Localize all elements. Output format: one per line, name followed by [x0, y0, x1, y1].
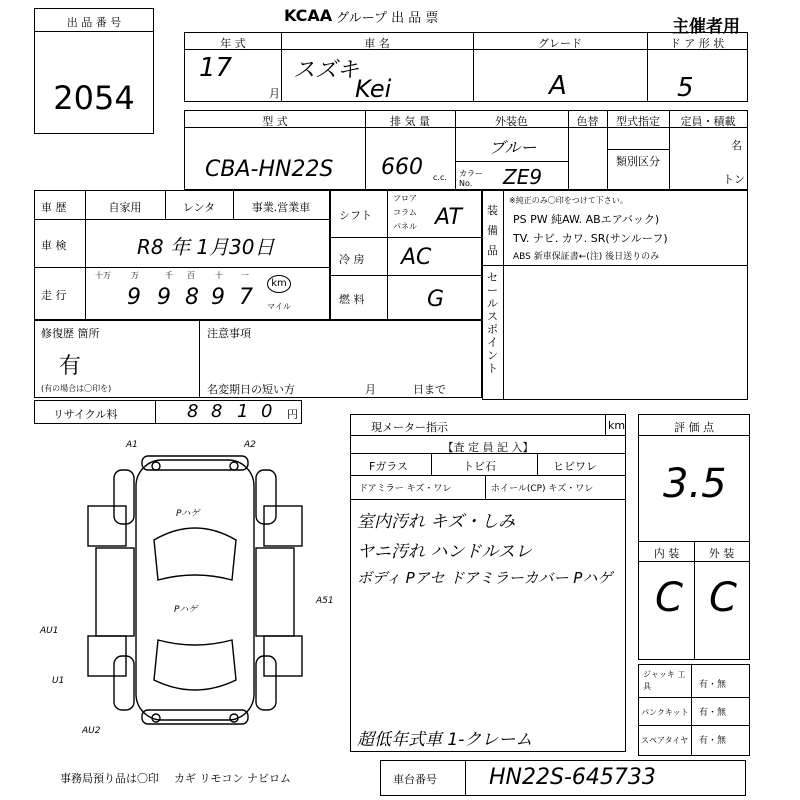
interior-value: C	[655, 575, 683, 621]
digit-label-1: 万	[131, 271, 139, 280]
car-body-diagram	[36, 430, 354, 750]
chassis-block	[380, 760, 746, 796]
spare-label: スペアタイヤ	[641, 736, 689, 745]
lot-label: 出 品 番 号	[66, 16, 122, 29]
equipment-block	[482, 190, 748, 400]
ext-color-value: ブルー	[489, 138, 537, 157]
crack-label: ヒビワレ	[553, 460, 597, 473]
diagram-mark-a2: A2	[244, 440, 256, 450]
make-label: 車 名	[364, 37, 390, 50]
door-value: 5	[677, 73, 694, 103]
inspector-note-3: ボディ Pアセ ドアミラーカバー Pハゲ	[357, 569, 613, 587]
notes-day: 日まで	[413, 383, 446, 396]
year-value: 17	[199, 53, 233, 83]
diagram-mark-paint-1: Pハゲ	[176, 509, 200, 519]
office-note: 事務局預り品は〇印	[60, 772, 159, 785]
type-value: CBA-HN22S	[205, 157, 334, 182]
brand-logo: KCAA	[284, 6, 333, 25]
diagram-mark-paint-2: Pハゲ	[174, 605, 198, 615]
equipment-line-3: ABS 新車保証書←(注) 後日送りのみ	[513, 252, 660, 262]
make-value: スズキ	[293, 58, 360, 83]
mile-label: マイル	[267, 302, 291, 311]
model-value: Kei	[355, 75, 392, 103]
sales-point-label: セールスポイント	[487, 271, 498, 375]
equipment-line-2: TV. ナビ. カワ. SR(サンルーフ)	[513, 232, 668, 245]
repair-block	[34, 320, 482, 398]
mirror-label: ドアミラー キズ・ワレ	[359, 484, 452, 494]
vehicle-row-2	[184, 110, 748, 190]
capacity-label: 定員・積載	[680, 115, 736, 128]
inspector-note-2: ヤニ汚れ ハンドルスレ	[357, 542, 532, 562]
diagram-mark-u1: U1	[52, 676, 65, 686]
category-label: 類別区分	[616, 155, 660, 168]
persons-unit: 名	[731, 139, 742, 152]
ext-color-label: 外装色	[495, 115, 528, 128]
digit-label-5: 一	[241, 271, 249, 280]
cc-unit: c.c.	[433, 173, 447, 182]
special-note: 超低年式車 1-クレーム	[357, 730, 533, 750]
inspection-label: 車 検	[41, 239, 67, 252]
lot-box	[34, 8, 154, 134]
office-items: カギ リモコン ナビロム	[174, 772, 291, 785]
jack-yes-no: 有・無	[699, 680, 727, 690]
rental-use: レンタ	[182, 201, 216, 214]
type-spec-label: 型式指定	[616, 115, 660, 128]
grade-label: グレード	[538, 37, 582, 50]
exterior-value: C	[709, 575, 737, 621]
form-title: グループ 出 品 票	[336, 11, 439, 26]
shift-label: シフト	[339, 209, 372, 222]
mileage-digit-1: 9	[157, 285, 171, 310]
recycle-label: リサイクル料	[53, 408, 118, 421]
equipment-note: ※純正のみ〇印をつけて下さい。	[509, 196, 628, 205]
inspection-value: R8 年 1月30日	[137, 235, 275, 259]
jack-block	[638, 664, 750, 756]
digit-label-4: 十	[215, 271, 223, 280]
repair-label: 修復歴 箇所	[41, 327, 100, 340]
notes-label: 注意事項	[207, 327, 251, 340]
shift-block	[330, 190, 482, 320]
color-no-value: ZE9	[503, 165, 543, 189]
jack-label: ジャッキ 工 具	[643, 670, 686, 691]
mileage-digit-0: 9	[127, 285, 141, 310]
displacement-value: 660	[381, 155, 423, 180]
fuel-label: 燃 料	[339, 293, 365, 306]
equipment-line-1: PS PW 純AW. ABエアバック)	[513, 213, 660, 226]
chassis-label: 車台番号	[393, 773, 437, 786]
recycle-digit-3: 0	[261, 401, 273, 422]
diagram-mark-au2: AU2	[82, 726, 101, 736]
displacement-label: 排 気 量	[390, 115, 430, 128]
diagram-mark-a51: A51	[316, 596, 334, 606]
recycle-block	[34, 400, 302, 424]
recycle-digit-2: 1	[237, 401, 249, 422]
private-use: 自家用	[108, 201, 142, 214]
inspector-block	[350, 414, 626, 752]
floor-label: フロア	[393, 194, 417, 203]
ac-value: AC	[401, 245, 432, 270]
wheel-label: ホイール(CP) キズ・ワレ	[491, 484, 594, 494]
exterior-label: 外 装	[708, 547, 735, 560]
interior-label: 内 装	[653, 547, 680, 560]
digit-label-2: 千	[165, 271, 173, 280]
ac-label: 冷 房	[339, 253, 365, 266]
short-period-label: 名変期日の短い方	[207, 383, 295, 396]
door-label: ド ア 形 状	[669, 37, 725, 50]
tons-unit: トン	[723, 173, 745, 186]
year-label: 年 式	[220, 37, 246, 50]
digit-label-3: 百	[187, 271, 195, 280]
shift-value: AT	[435, 205, 462, 230]
puncture-label: パンクキット	[641, 708, 689, 717]
color-change-label: 色替	[576, 115, 599, 128]
recycle-unit: 円	[287, 408, 298, 421]
digit-label-0: 十万	[95, 271, 111, 280]
mileage-digit-3: 9	[211, 285, 225, 310]
meter-label: 現メーター指示	[371, 421, 448, 434]
column-label: コラム	[393, 208, 417, 217]
chassis-value: HN22S-645733	[489, 765, 656, 790]
km-label: km	[271, 278, 287, 289]
score-label: 評 価 点	[674, 421, 714, 434]
notes-month: 月	[365, 383, 376, 396]
history-block	[34, 190, 330, 320]
diagram-mark-a1: A1	[126, 440, 138, 450]
mileage-digit-4: 7	[239, 285, 253, 310]
spare-yes-no: 有・無	[699, 736, 727, 746]
km-circled	[267, 275, 291, 293]
type-label: 型 式	[262, 115, 288, 128]
inspector-header: 【査 定 員 記 入】	[442, 441, 534, 454]
puncture-yes-no: 有・無	[699, 708, 727, 718]
color-no-label: カラー No.	[459, 169, 483, 188]
tobi-label: トビ石	[463, 460, 496, 473]
equipment-label: 装備品	[487, 204, 498, 257]
vehicle-row-1	[184, 32, 748, 102]
meter-unit: km	[608, 419, 626, 432]
score-value: 3.5	[663, 461, 727, 507]
month-unit: 月	[269, 87, 280, 100]
recycle-digit-1: 8	[211, 401, 223, 422]
fglass-label: Fガラス	[369, 460, 408, 473]
history-label: 車 歴	[41, 201, 67, 214]
organizer-label: 主催者用	[672, 17, 740, 37]
repair-value: 有	[59, 354, 82, 379]
panel-label: パネル	[393, 222, 417, 231]
grade-value: A	[549, 71, 567, 101]
score-block	[638, 414, 750, 660]
recycle-digit-0: 8	[187, 401, 199, 422]
fuel-value: G	[427, 287, 445, 312]
repair-note: (有の場合は〇印を)	[41, 384, 112, 393]
inspector-note-1: 室内汚れ キズ・しみ	[357, 512, 516, 532]
mileage-digit-2: 8	[185, 285, 199, 310]
business-use: 事業.営業車	[251, 201, 311, 214]
diagram-mark-au1: AU1	[40, 626, 59, 636]
lot-number: 2054	[53, 79, 135, 117]
mileage-label: 走 行	[41, 289, 67, 302]
